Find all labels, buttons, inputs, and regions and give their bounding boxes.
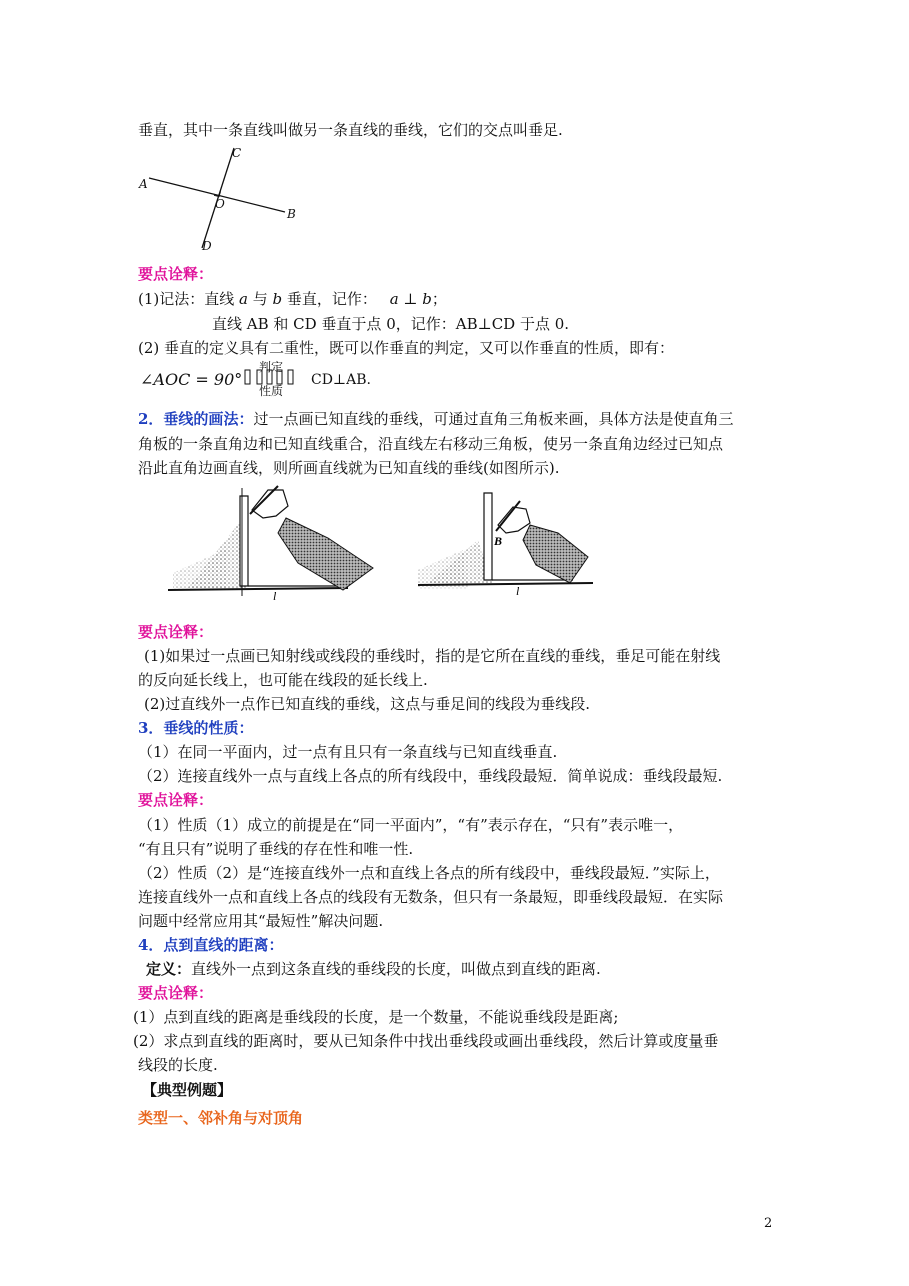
- key3-line4: 连接直线外一点和直线上各点的线段有无数条，但只有一条最短，即垂线段最短．在实际: [138, 888, 724, 906]
- key1-line1-end: ；: [431, 290, 447, 308]
- sec2-line3: 沿此直角边画直线，则所画直线就为已知直线的垂线(如图所示).: [138, 459, 560, 477]
- fig2-left-label: l: [273, 589, 277, 603]
- sec2-title: 2．垂线的画法：: [138, 410, 254, 428]
- page-number: 2: [764, 1216, 773, 1231]
- set-square-figure-left: [168, 478, 386, 606]
- key2-line1: (1)如果过一点画已知射线或线段的垂线时，指的是它所在直线的垂线，垂足可能在射线: [144, 647, 721, 665]
- fig1-label-b: B: [287, 207, 296, 221]
- sec3-line2: （2）连接直线外一点与直线上各点的所有线段中，垂线段最短．简单说成：垂线段最短.: [138, 767, 723, 785]
- intro-line: 垂直，其中一条直线叫做另一条直线的垂线，它们的交点叫垂足.: [138, 121, 563, 139]
- arrow-label-bottom: 性质: [259, 384, 284, 398]
- key3-heading: 要点诠释：: [138, 791, 214, 809]
- key4-line3: 线段的长度.: [138, 1056, 218, 1074]
- key3-line3: （2）性质（2）是“连接直线外一点和直线上各点的所有线段中，垂线段最短．”实际上，: [138, 864, 720, 882]
- key3-line1: （1）性质（1）成立的前提是在“同一平面内”，“有”表示存在，“只有”表示唯一，: [138, 816, 684, 834]
- key2-line2: 的反向延长线上，也可能在线段的延长线上.: [138, 671, 428, 689]
- set-square-figure-right: [418, 485, 618, 600]
- key4-line1: (1）点到直线的距离是垂线段的长度，是一个数量，不能说垂线段是距离;: [133, 1008, 619, 1026]
- key1-line1-mid2: 垂直，记作：: [282, 290, 377, 308]
- perp-notation: a ⊥ b: [389, 290, 432, 308]
- key1-line3: (2) 垂直的定义具有二重性，既可以作垂直的判定，又可以作垂直的性质，即有：: [138, 339, 675, 357]
- arrow-label-top: 判定: [259, 360, 284, 374]
- key2-heading: 要点诠释：: [138, 623, 214, 641]
- key4-line2: (2）求点到直线的距离时，要从已知条件中找出垂线段或画出垂线段，然后计算或度量垂: [133, 1032, 719, 1050]
- definition-label: 定义：: [146, 960, 192, 978]
- key1-line1-mid: 与: [247, 290, 273, 308]
- sec3-line1: （1）在同一平面内，过一点有且只有一条直线与已知直线垂直.: [138, 743, 558, 761]
- key3-line5: 问题中经常应用其“最短性”解决问题.: [138, 912, 384, 930]
- var-b: b: [272, 290, 283, 308]
- key1-line1: [138, 289, 447, 309]
- sec2-line2: 角板的一条直角边和已知直线重合，沿直线左右移动三角板，使另一条直角边经过已知点: [138, 435, 724, 453]
- key3-line2: “有且只有”说明了垂线的存在性和唯一性.: [138, 840, 414, 858]
- examples-heading: 【典型例题】: [142, 1081, 233, 1099]
- fig1-label-o: O: [215, 197, 225, 211]
- key1-heading: 要点诠释：: [138, 265, 214, 283]
- var-a: a: [239, 290, 248, 308]
- sec4-title: 4．点到直线的距离：: [138, 936, 284, 954]
- key1-line1-prefix: (1)记法：直线: [138, 290, 240, 308]
- sec2-line1-text: 过一点画已知直线的垂线，可通过直角三角板来画，具体方法是使直角三: [253, 410, 734, 428]
- formula-left: ∠AOC = 90°: [140, 370, 243, 389]
- key1-line2: 直线 AB 和 CD 垂直于点 0，记作：AB⊥CD 于点 0.: [212, 315, 570, 333]
- sec2-line1: [138, 409, 733, 429]
- type1-heading: 类型一、邻补角与对顶角: [138, 1109, 304, 1127]
- fig2-right-label-l: l: [516, 584, 520, 598]
- sec4-definition: [146, 959, 601, 979]
- fig1-label-c: C: [232, 146, 242, 160]
- sec3-title: 3．垂线的性质：: [138, 719, 254, 737]
- formula-right: CD⊥AB.: [311, 372, 371, 388]
- fig2-right-label-b: B: [494, 534, 503, 548]
- fig1-label-d: D: [202, 239, 212, 253]
- definition-text: 直线外一点到这条直线的垂线段的长度，叫做点到直线的距离.: [191, 960, 601, 978]
- key4-heading: 要点诠释：: [138, 984, 214, 1002]
- fig1-label-a: A: [139, 177, 148, 191]
- key2-line3: (2)过直线外一点作已知直线的垂线，这点与垂足间的线段为垂线段.: [144, 695, 591, 713]
